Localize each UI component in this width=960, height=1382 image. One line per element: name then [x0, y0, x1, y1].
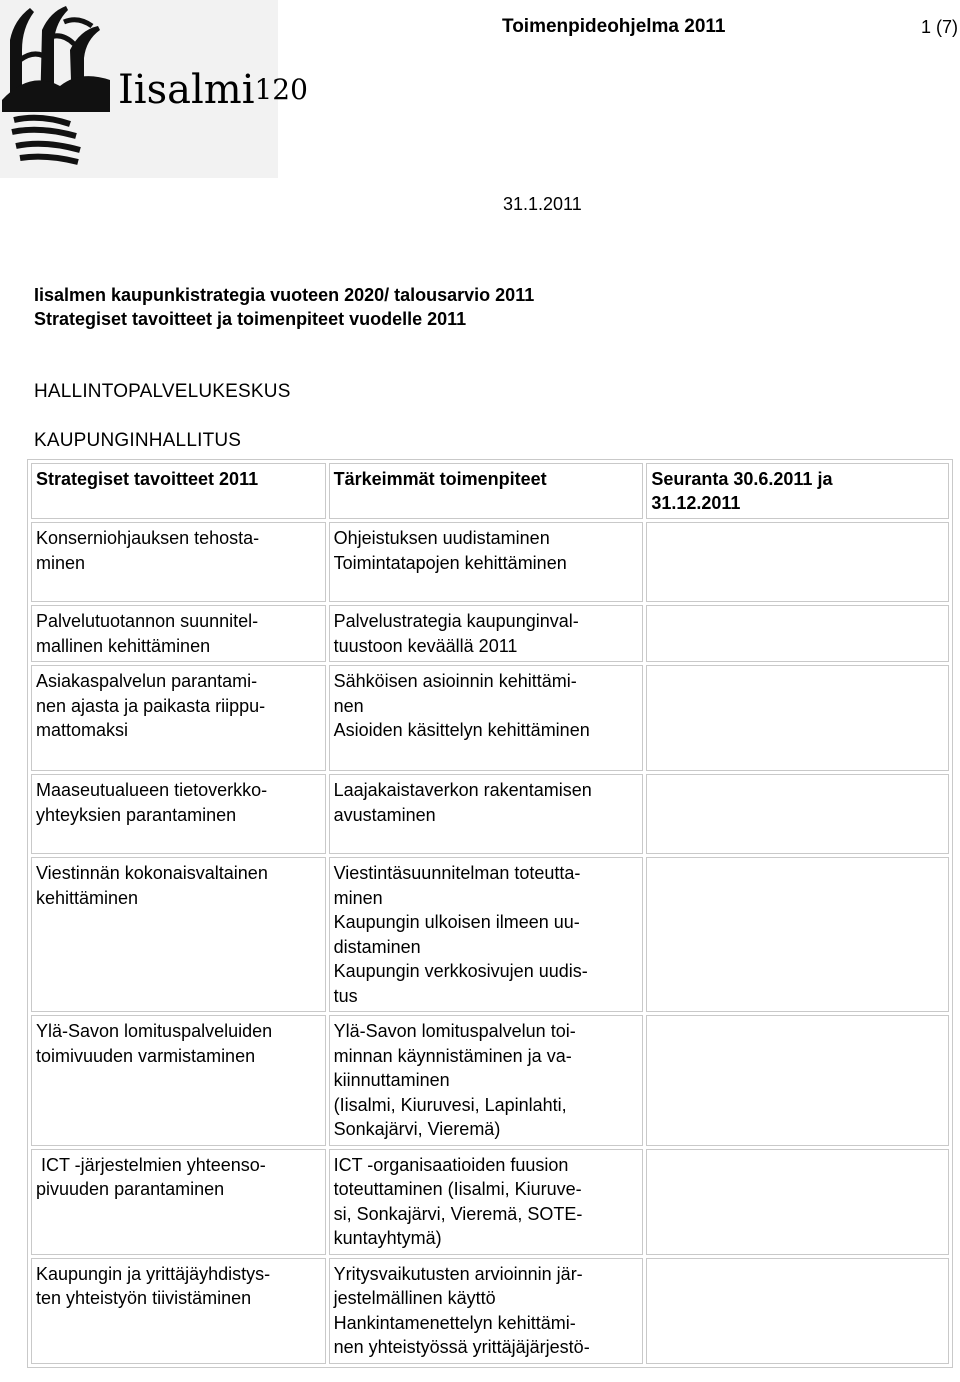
unit-body: KAUPUNGINHALLITUS: [34, 430, 242, 451]
document-heading: [34, 283, 734, 331]
table-row: [31, 605, 949, 662]
table-row: [31, 522, 949, 602]
header-goals: Strategiset tavoitteet 2011: [31, 463, 326, 519]
table-row: [31, 857, 949, 1012]
followup-cell: [646, 1258, 949, 1364]
table-row: [31, 1015, 949, 1146]
table-header-row: [31, 463, 949, 519]
followup-cell: [646, 1149, 949, 1255]
header-followup: Seuranta 30.6.2011 ja 31.12.2011: [646, 463, 949, 519]
followup-cell: [646, 857, 949, 1012]
followup-cell: [646, 665, 949, 771]
table-row: [31, 1258, 949, 1364]
goal-cell: Palvelutuotannon suunnitel- mallinen kehittäminen: [31, 605, 326, 662]
actions-cell: Palvelustrategia kaupunginval- tuustoon keväällä 2011: [329, 605, 644, 662]
goal-cell: ICT -järjestelmien yhteenso- pivuuden parantaminen: [31, 1149, 326, 1255]
followup-cell: [646, 522, 949, 602]
actions-cell: Laajakaistaverkon rakentamisen avustaminen: [329, 774, 644, 854]
actions-cell: Ylä-Savon lomituspalvelun toi- minnan käynnistäminen ja va- kiinnuttaminen (Iisalmi, Kiuruvesi, Lapinlahti, Sonkajärvi, Vieremä): [329, 1015, 644, 1146]
table-row: [31, 1149, 949, 1255]
actions-cell: Viestintäsuunnitelman toteutta- minen Kaupungin ulkoisen ilmeen uu- distaminen Kaupungin verkkosivujen uudis- tus: [329, 857, 644, 1012]
actions-cell: ICT -organisaatioiden fuusion toteuttaminen (Iisalmi, Kiuruve- si, Sonkajärvi, Vieremä, SOTE- kuntayhtymä): [329, 1149, 644, 1255]
document-title: Toimenpideohjelma 2011: [502, 16, 726, 37]
goals-table: [27, 459, 953, 1368]
heading-line-2: Strategiset tavoitteet ja toimenpiteet vuodelle 2011: [34, 309, 467, 329]
unit-center: HALLINTOPALVELUKESKUS: [34, 381, 291, 402]
goal-cell: Kaupungin ja yrittäjäyhdistys- ten yhteistyön tiivistäminen: [31, 1258, 326, 1364]
document-date: 31.1.2011: [503, 194, 582, 214]
actions-cell: Sähköisen asioinnin kehittämi- nen Asioiden käsittelyn kehittäminen: [329, 665, 644, 771]
followup-cell: [646, 774, 949, 854]
table-row: [31, 774, 949, 854]
goal-cell: Konserniohjauksen tehosta- minen: [31, 522, 326, 602]
heading-line-1: Iisalmen kaupunkistrategia vuoteen 2020/ talousarvio 2011: [34, 285, 535, 305]
goal-cell: Ylä-Savon lomituspalveluiden toimivuuden varmistaminen: [31, 1015, 326, 1146]
header-actions: Tärkeimmät toimenpiteet: [329, 463, 644, 519]
page-number: 1 (7): [921, 17, 959, 37]
city-logo: [0, 0, 308, 178]
actions-cell: Yritysvaikutusten arvioinnin jär- jestelmällinen käyttö Hankintamenettelyn kehittämi- nen yhteistyössä yrittäjäjärjestö-: [329, 1258, 644, 1364]
table-row: [31, 665, 949, 771]
goal-cell: Asiakaspalvelun parantami- nen ajasta ja paikasta riippu- mattomaksi: [31, 665, 326, 771]
logo-wordmark: Iisalmi$^{120}$: [118, 67, 308, 113]
followup-cell: [646, 1015, 949, 1146]
followup-cell: [646, 605, 949, 662]
goal-cell: Maaseutualueen tietoverkko- yhteyksien parantaminen: [31, 774, 326, 854]
actions-cell: Ohjeistuksen uudistaminen Toimintatapojen kehittäminen: [329, 522, 644, 602]
goal-cell: Viestinnän kokonaisvaltainen kehittäminen: [31, 857, 326, 1012]
